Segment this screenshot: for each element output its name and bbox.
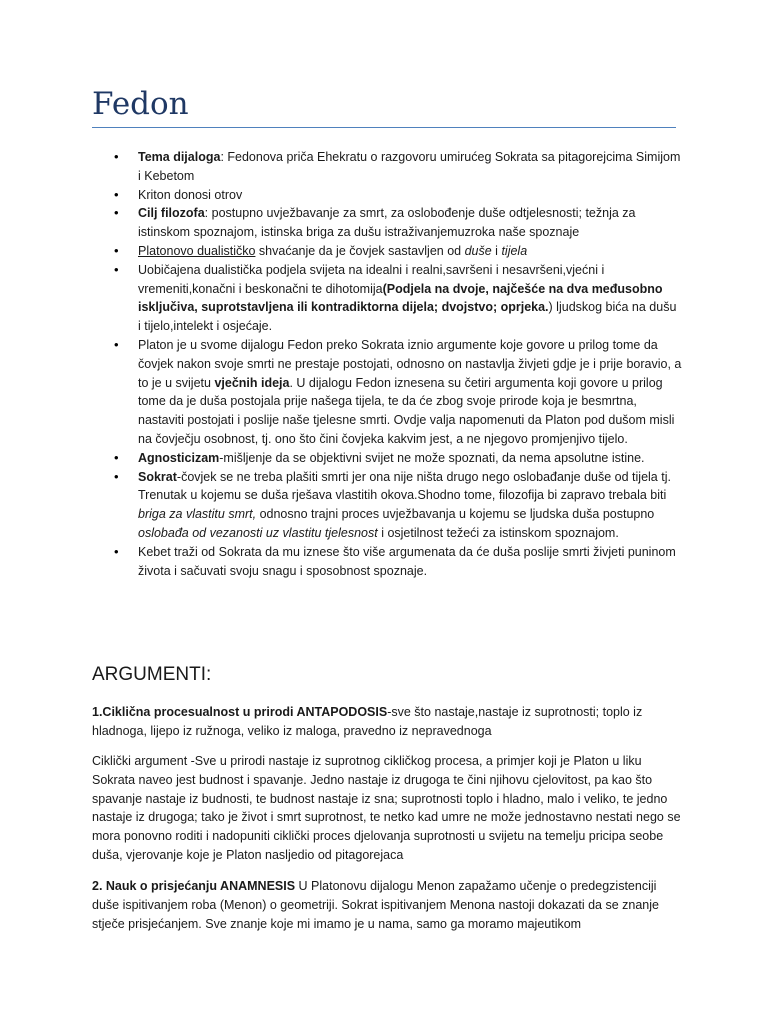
paragraph-text: -sve što nastaje,nastaje iz suprotnosti; toplo iz hladnoga, lijepo iz ružnoga, veliko iz maloga, pravedno iz nepravednoga [92,705,643,738]
bullet-text: i [491,243,502,258]
italic-term: oslobađa od vezanosti uz vlastitu tjelesnost [138,525,378,540]
bullet-text: Uobičajena dualistička podjela svijeta na idealni i realni,savršeni i nesavršeni,vjećni i vremeniti,konačni i beskonačni te dihotomija [138,262,605,296]
bullet-item [92,468,682,543]
paragraph [92,752,682,865]
bullet-text: odnosno trajni proces uvježbavanja u kojemu se ljudska duša postupno [256,507,655,522]
bold-term: vječnih ideja [214,375,290,390]
bullet-item [92,336,682,449]
bullet-lead: Tema dijaloga [138,150,221,164]
bullet-item [92,148,682,186]
bullet-item [92,186,682,205]
italic-term: briga za vlastitu smrt, [138,507,257,522]
bullet-lead: Cilj filozofa [138,206,205,221]
bullet-list [92,148,682,580]
bold-definition: (Podjela na dvoje, najčešće na dva međusobno isključiva, suprotstavljena ili kontradiktorna dijela; dvojstvo; oprjeka. [138,281,663,315]
bullet-text: -čovjek se ne treba plašiti smrti jer ona nije ništa drugo nego oslobađanje duše od tijela tj. Trenutak u kojemu se duša rješava vlastitih okova.Shodno tome, filozofija bi zapravo trebala biti [138,469,671,503]
bullet-text: -mišljenje da se objektivni svijet ne može spoznati, da nema apsolutne istine. [219,450,645,465]
bullet-item [92,543,682,581]
section-heading: ARGUMENTI: [92,664,212,685]
document-title: Fedon [92,86,189,122]
italic-term: tijela [501,243,528,258]
bullet-item [92,242,682,261]
paragraph-text: U Platonovu dijalogu Menon zapažamo učenje o predegzistenciji duše ispitivanjem roba (Menon) o geometriji. Sokrat ispitivanjem Menona nastoji dokazati da se znanje stječe prisjećanjem. Sve znanje koje mi imamo je u nama, samo ga moramo majeutikom [92,879,659,931]
paragraph [92,877,682,933]
title-underline [92,127,676,128]
paragraph-lead: 2. Nauk o prisjećanju ANAMNESIS [92,879,296,893]
bullet-text: Platon je u svome dijalogu Fedon preko Sokrata iznio argumente koje govore u prilog tome da čovjek nakon svoje smrti ne prestaje postojati, odnosno on nastavlja živjeti gdje je i prije boravio, a to je u svijetu [138,337,682,390]
bullet-text: Kebet traži od Sokrata da mu iznese što više argumenata da će duša poslije smrti živjeti puninom života i sačuvati svoju snagu i sposobnost spoznaje. [138,544,676,578]
bullet-text: . U dijalogu Fedon iznesena su četiri argumenta koji govore u prilog tome da je duša postojala prije našega tijela, te da će zbog svoje prirode koja je besmrtna, nastaviti postojati i poslije naše tjelesne smrti. Ovdje valja napomenuti da Platon pod dušom misli na čovječju osobnost, tj. ono što čini čovjeka kakvim jest, a ne njegovo promjenjivo tijelo. [138,375,675,446]
paragraph-text: Ciklički argument -Sve u prirodi nastaje iz suprotnog cikličkog procesa, a primjer koji je Platon u liku Sokrata naveo jest budnost i spavanje. Jedno nastaje iz drugoga te čini njihovu cjelovitost, pa kao što spavanje nastaje iz budnosti, te budnost nastaje iz sna; suprotnosti toplo i hladno, malo i veliko, te jedno nastaje iz drugoga; tako je život i smrt suprotnost, te netko kad umre ne može jednostavno nestati nego se mora ponovno roditi i nadopuniti ciklički proces djelovanja suprotnosti u svijetu na temelju pricipa seobe duša, vjerovanje koje je Platon nasljedio od pitagorejaca [92,754,681,862]
paragraph-lead: 1.Ciklična procesualnost u prirodi ANTAPODOSIS [92,705,388,719]
bullet-text: shvaćanje da je čovjek sastavljen od [255,243,465,258]
italic-term: duše [464,243,492,258]
bullet-text: i osjetilnost težeći za istinskom spoznajom. [377,525,619,540]
bullet-text: Kriton donosi otrov [138,187,243,202]
underlined-term: Platonovo dualističko [138,243,256,258]
bullet-text: : Fedonova priča Ehekratu o razgovoru umirućeg Sokrata sa pitagorejcima Simijom i Kebetom [138,150,681,183]
bullet-lead: Sokrat [138,469,177,484]
bullet-text: ) ljudskog bića na dušu i tijelo,intelekt i osjećaje. [138,300,677,334]
bullet-lead: Agnosticizam [138,450,220,465]
bullet-item [92,261,682,336]
bullet-text: : postupno uvježbavanje za smrt, za oslobođenje duše odtjelesnosti; težnja za istinskom spoznajom, istinska briga za dušu istraživanjemuzroka naše spoznaje [138,206,636,240]
paragraph [92,703,682,741]
bullet-item [92,449,682,468]
bullet-item [92,204,682,242]
